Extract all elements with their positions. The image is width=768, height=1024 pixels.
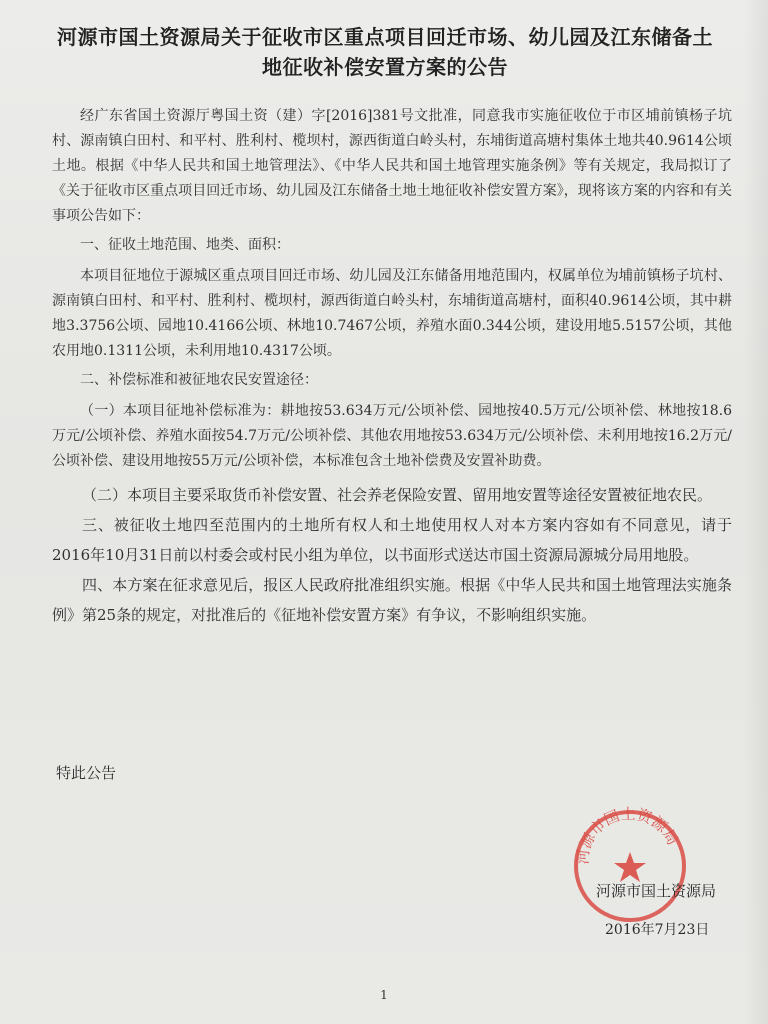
issuer-name: 河源市国土资源局 [596,882,717,900]
svg-text:河源市国土资源局: 河源市国土资源局 [573,806,682,866]
intro-paragraph: 经广东省国土资源厅粤国土资（建）字[2016]381号文批准，同意我市实施征收位于市区埔前镇杨子坑村、源南镇白田村、和平村、胜利村、榄坝村，源西街道白岭头村，东埔街道高塘村集体土地共40.9614公顷土地。根据《中华人民共和国土地管理法》、《中华人民共和国土地管理实施条例》等有关规定，我局拟订了《关于征收市区重点项目回迁市场、幼儿园及江东储备土地土地征收补偿安置方案》，现将该方案的内容和有关事项公告如下： [52,108,732,224]
section-3-paragraph: 三、被征收土地四至范围内的土地所有权人和土地使用权人对本方案内容如有不同意见，请于2016年10月31日前以村委会或村民小组为单位，以书面形式送达市国土资源局源城分局用地股。 [52,516,732,564]
closing-text: 特此公告 [56,764,117,782]
official-seal [570,806,690,926]
section-2-subitem-1: （一）本项目征地补偿标准为：耕地按53.634万元/公顷补偿、园地按40.5万元/公顷补偿、林地按18.6万元/公顷补偿、养殖水面按54.7万元/公顷补偿、其他农用地按53.634万元/公顷补偿、未利用地按16.2万元/公顷补偿、建设用地按55万元/公顷补偿，本标准包含土地补偿费及安置补助费。 [52,403,732,469]
title-line-1: 河源市国土资源局关于征收市区重点项目回迁市场、幼儿园及江东储备土 [57,25,713,49]
section-4-paragraph: 四、本方案在征求意见后，报区人民政府批准组织实施。根据《中华人民共和国土地管理法实施条例》第25条的规定，对批准后的《征地补偿安置方案》有争议，不影响组织实施。 [52,576,732,624]
document-body [52,104,732,630]
section-1-body: 本项目征地位于源城区重点项目回迁市场、幼儿园及江东储备用地范围内，权属单位为埔前镇杨子坑村、源南镇白田村、和平村、胜利村、榄坝村，源西街道白岭头村，东埔街道高塘村，面积40.9614公顷，其中耕地3.3756公顷、园地10.4166公顷、林地10.7467公顷，养殖水面0.344公顷，建设用地5.5157公顷，其他农用地0.1311公顷，未利用地10.4317公顷。 [52,268,732,359]
page-shadow [744,0,768,1024]
document-title [40,22,730,82]
title-line-2: 地征收补偿安置方案的公告 [262,55,508,79]
section-2-heading: 二、补偿标准和被征地农民安置途径： [80,372,318,388]
page-number: 1 [380,988,388,1002]
issue-date: 2016年7月23日 [605,922,710,938]
section-1-heading: 一、征收土地范围、地类、面积： [80,237,290,253]
section-2-subitem-2: （二）本项目主要采取货币补偿安置、社会养老保险安置、留用地安置等途径安置被征地农民。 [82,486,713,504]
